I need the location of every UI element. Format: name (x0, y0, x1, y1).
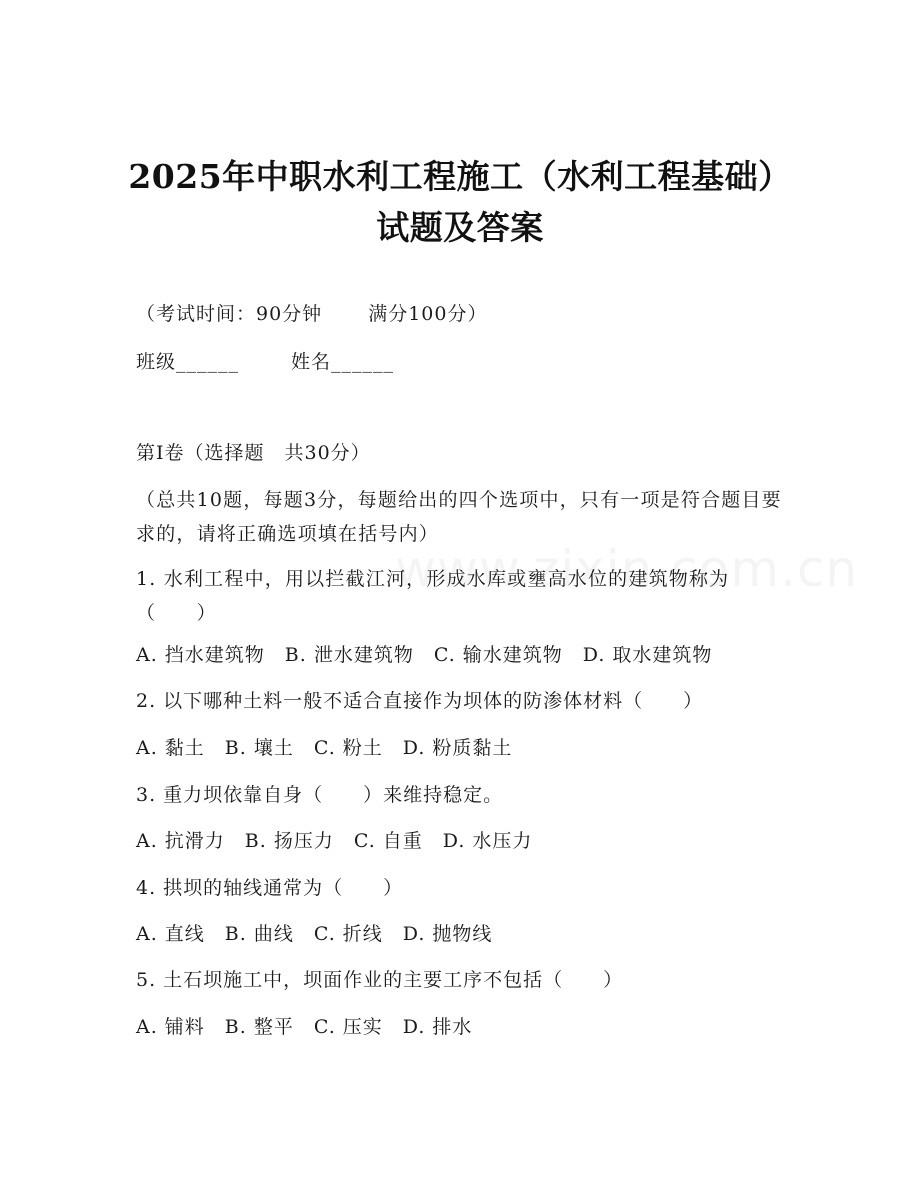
section-instruction: （总共10题，每题3分，每题给出的四个选项中，只有一项是符合题目要求的，请将正确选项填在括号内） (136, 489, 782, 545)
question-1-stem: 1. 水利工程中，用以拦截江河，形成水库或壅高水位的建筑物称为（ ） (136, 568, 730, 624)
exam-info (136, 302, 487, 326)
question-3-options: A. 抗滑力 B. 扬压力 C. 自重 D. 水压力 (136, 830, 533, 852)
question-5-options: A. 铺料 B. 整平 C. 压实 D. 排水 (136, 1016, 473, 1038)
question-5-stem: 5. 土石坝施工中，坝面作业的主要工序不包括（ ） (136, 969, 624, 991)
name-field: 姓名______ (291, 351, 395, 373)
class-field: 班级______ (136, 351, 240, 373)
question-4-options: A. 直线 B. 曲线 C. 折线 D. 抛物线 (136, 923, 493, 945)
question-3-stem: 3. 重力坝依靠自身（ ）来维持稳定。 (136, 784, 504, 806)
page-title-line-2: 试题及答案 (376, 208, 544, 247)
question-1-options: A. 挡水建筑物 B. 泄水建筑物 C. 输水建筑物 D. 取水建筑物 (136, 644, 713, 666)
question-4-stem: 4. 拱坝的轴线通常为（ ） (136, 877, 404, 899)
exam-time: （考试时间：90分钟 (136, 303, 323, 325)
student-fields (136, 350, 394, 374)
page-title-line-1: 2025年中职水利工程施工（水利工程基础） (128, 157, 792, 196)
exam-full-score: 满分100分） (368, 303, 488, 325)
section-heading: 第Ⅰ卷（选择题 共30分） (136, 442, 371, 464)
question-2-options: A. 黏土 B. 壤土 C. 粉土 D. 粉质黏土 (136, 737, 513, 759)
question-2-stem: 2. 以下哪种土料一般不适合直接作为坝体的防渗体材料（ ） (136, 690, 704, 712)
